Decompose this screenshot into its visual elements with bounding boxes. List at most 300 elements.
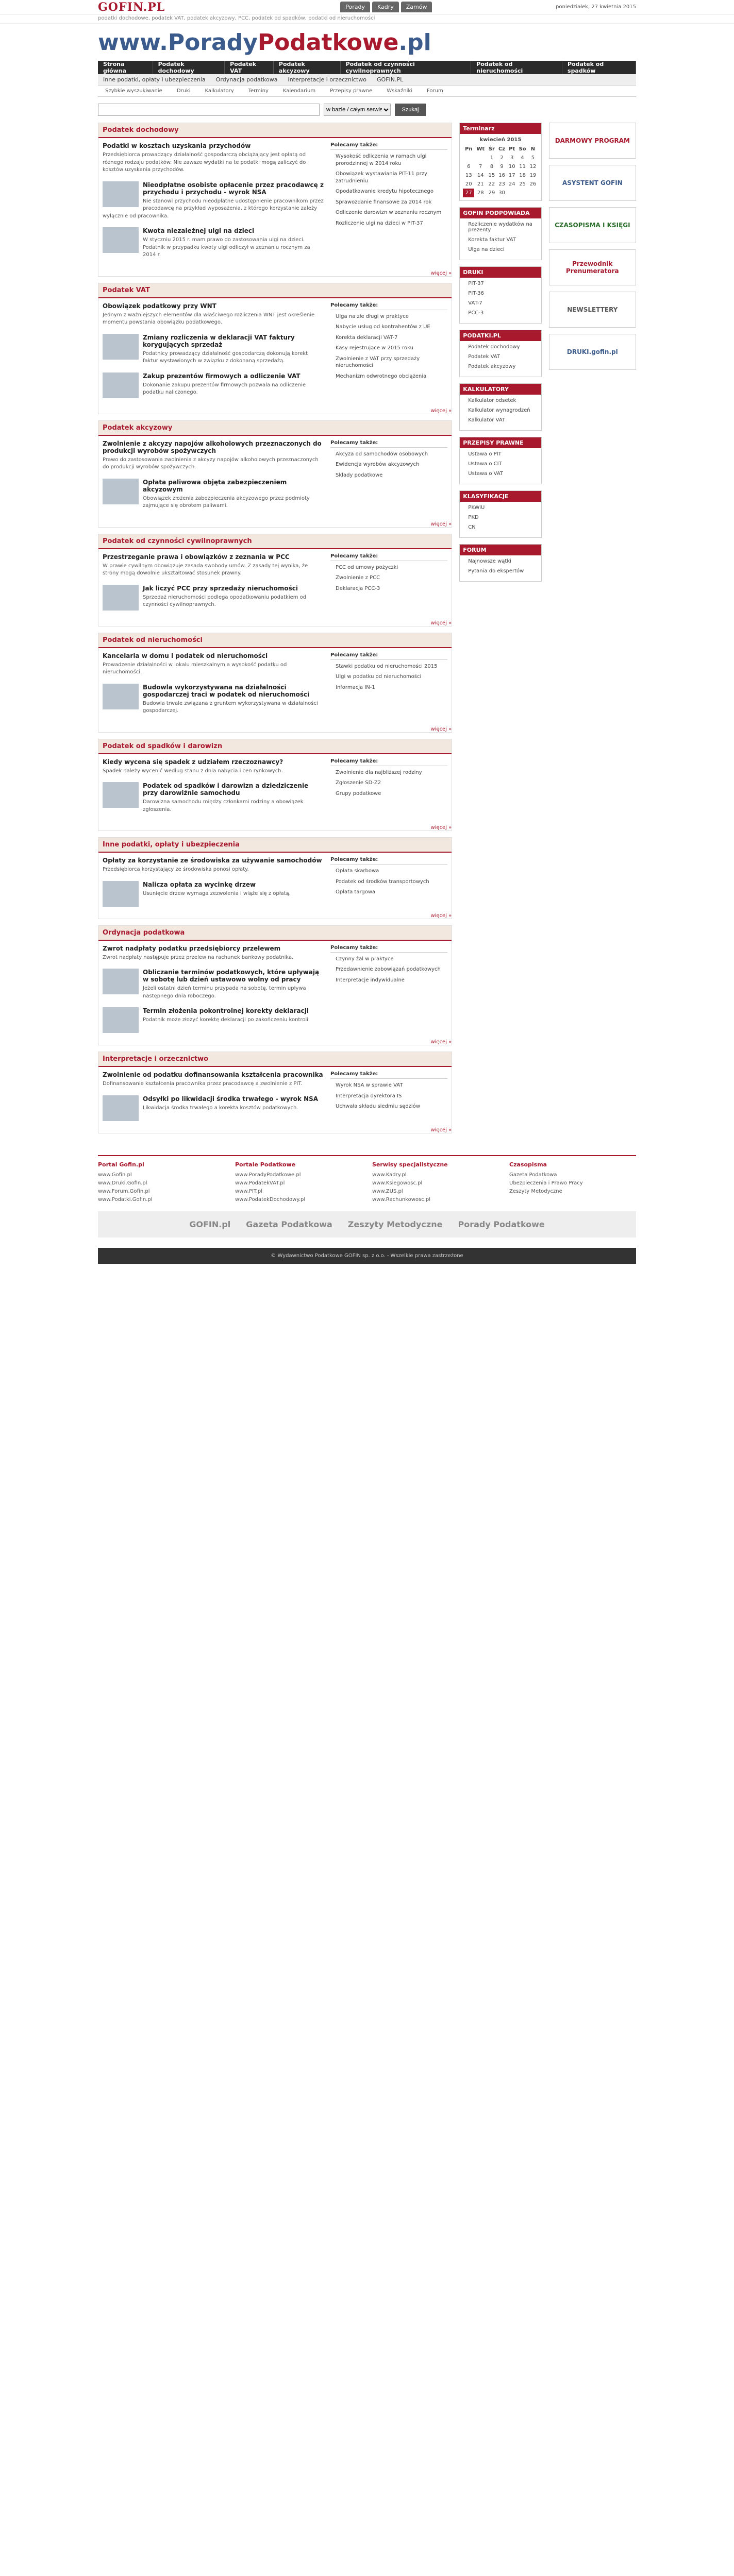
article-title[interactable]: Zwrot nadpłaty podatku przedsiębiorcy przelewem [103, 944, 281, 952]
side-box-link[interactable]: PCC-3 [468, 310, 484, 316]
side-box-list [460, 502, 541, 537]
article-thumbnail[interactable] [103, 334, 139, 360]
calendar-day[interactable]: 11 [519, 164, 526, 170]
article-thumbnail[interactable] [103, 372, 139, 398]
nav2-item[interactable]: Inne podatki, opłaty i ubezpieczenia [103, 76, 206, 83]
calendar-day[interactable]: 20 [465, 181, 472, 187]
calendar-day[interactable]: 28 [477, 190, 484, 196]
related-link[interactable]: Informacja IN-1 [336, 684, 375, 690]
article-thumbnail[interactable] [103, 782, 139, 808]
side-box-link[interactable]: Pytania do ekspertów [468, 568, 524, 574]
nav-item[interactable]: Podatek od nieruchomości [471, 61, 562, 74]
calendar-day[interactable]: 8 [490, 164, 494, 170]
article-lead: Spadek należy wycenić według stanu z dnia nabycia i cen rynkowych. [103, 768, 283, 774]
tools-item[interactable]: Forum [426, 88, 443, 94]
side-box-title: GOFIN PODPOWIADA [460, 208, 541, 218]
calendar-day[interactable]: 27 [463, 189, 474, 197]
section-title-text[interactable]: Podatek VAT [103, 286, 150, 294]
article-lead: Obowiązek złożenia zabezpieczenia akcyzowego przez podmioty zajmujące się obrotem paliwami. [143, 495, 310, 509]
calendar-day[interactable]: 4 [521, 155, 524, 161]
footer-link[interactable]: www.PodatekDochodowy.pl [235, 1196, 306, 1202]
article-title[interactable]: Zwolnienie z akcyzy napojów alkoholowych przeznaczonych do produkcji wyrobów spożywczych [103, 439, 322, 454]
article-lead: Dofinansowanie kształcenia pracownika przez pracodawcę a zwolnienie z PIT. [103, 1081, 303, 1087]
footer-link[interactable]: www.Gofin.pl [98, 1172, 132, 1178]
related-link[interactable]: Przedawnienie zobowiązań podatkowych [336, 967, 441, 972]
tools-nav [98, 86, 636, 97]
side-box-link[interactable]: Podatek VAT [468, 354, 500, 360]
footer-link[interactable]: www.Ksiegowosc.pl [372, 1180, 423, 1186]
calendar-day[interactable]: 13 [465, 173, 472, 178]
footer-link[interactable]: Ubezpieczenia i Prawo Pracy [509, 1180, 583, 1186]
search-bar [98, 102, 636, 117]
calendar-week [463, 171, 538, 180]
related-link[interactable]: Sprawozdanie finansowe za 2014 rok [336, 199, 432, 205]
related-links-list [330, 769, 447, 798]
site-logo[interactable] [98, 29, 431, 56]
nav-item[interactable]: Podatek VAT [225, 61, 274, 74]
search-button[interactable]: Szukaj [395, 104, 426, 116]
article-lead: Podatnicy prowadzący działalność gospodarczą dokonują korekt faktur wystawionych w związku z dokonaną sprzedażą. [143, 350, 308, 364]
section-title [98, 1052, 452, 1067]
ad-banner[interactable]: DRUKI.gofin.pl [549, 334, 636, 370]
calendar-day [474, 154, 487, 162]
calendar-month: kwiecień 2015 [479, 137, 522, 143]
article-lead: Jeżeli ostatni dzień terminu przypada na sobotę, termin upływa następnego dnia roboczego. [143, 986, 306, 999]
tools-item[interactable]: Wskaźniki [387, 88, 412, 94]
article-title[interactable]: Odsyłki po likwidacji środka trwałego - wyrok NSA [143, 1095, 319, 1103]
related-links-list [330, 564, 447, 592]
footer-link[interactable]: www.Podatki.Gofin.pl [98, 1196, 153, 1202]
article-lead: Nie stanowi przychodu nieodpłatne udostępnienie pracownikom przez pracodawcę na przykład wyposażenia, z którego korzystanie zależy wyłącznie od pracownika. [103, 198, 324, 219]
related-link[interactable]: Uchwała składu siedmiu sędziów [336, 1104, 421, 1109]
related-links [330, 142, 447, 266]
section-body [98, 1067, 452, 1127]
section-title-text[interactable]: Ordynacja podatkowa [103, 928, 185, 937]
tools-item[interactable]: Przepisy prawne [330, 88, 373, 94]
ad-banner[interactable]: DARMOWY PROGRAM [549, 123, 636, 159]
calendar-day[interactable]: 26 [529, 181, 537, 187]
tools-item[interactable]: Druki [176, 88, 191, 94]
gofin-logo[interactable]: GOFIN.PL [98, 0, 165, 14]
footer-logos [98, 1211, 636, 1238]
related-link[interactable]: Nabycie usług od kontrahentów z UE [336, 324, 430, 330]
article-title[interactable]: Budowla wykorzystywana na działalności gospodarczej traci w podatek od nieruchomości [143, 683, 310, 698]
side-box-link[interactable]: Kalkulator wynagrodzeń [468, 408, 530, 413]
calendar-day[interactable]: 12 [529, 164, 537, 170]
side-box [459, 383, 541, 431]
nav2-item[interactable]: GOFIN.PL [377, 76, 404, 83]
nav2-item[interactable]: Interpretacje i orzecznictwo [288, 76, 367, 83]
side-box-list [460, 278, 541, 323]
nav-item[interactable]: Podatek akcyzowy [274, 61, 341, 74]
article-thumbnail[interactable] [103, 181, 139, 207]
top-tab[interactable]: Zamów [401, 2, 432, 12]
header [0, 24, 734, 61]
article-thumbnail[interactable] [103, 684, 139, 709]
related-link[interactable]: Wyrok NSA w sprawie VAT [336, 1082, 403, 1088]
article [103, 782, 324, 814]
article-title[interactable]: Jak liczyć PCC przy sprzedaży nieruchomości [143, 584, 298, 592]
article [103, 553, 324, 578]
footer-link[interactable]: Gazeta Podatkowa [509, 1172, 557, 1178]
side-box-link[interactable]: Podatek akcyzowy [468, 364, 516, 369]
calendar-week [463, 154, 538, 162]
article-lead: Jednym z ważniejszych elementów dla właściwego rozliczenia WNT jest określenie momentu powstania obowiązku podatkowego. [103, 312, 315, 325]
brand-part-2: Podatkowe [257, 29, 399, 56]
ad-banner[interactable]: Przewodnik Prenumeratora [549, 249, 636, 285]
side-box-link[interactable]: Korekta faktur VAT [468, 237, 516, 243]
tools-item[interactable]: Szybkie wyszukiwanie [105, 88, 162, 94]
related-links [330, 857, 447, 909]
article-lead: Przedsiębiorca prowadzący działalność gospodarczą obciążający jest opłatą od różnego rodzaju podatków. Nie zawsze wydatki na te podatki mogą zaliczyć do kosztów uzyskania przychodów. [103, 152, 306, 173]
related-links-list [330, 451, 447, 479]
section-title [98, 534, 452, 549]
calendar-day[interactable]: 24 [508, 181, 515, 187]
footer-column [372, 1161, 499, 1205]
side-box-list [460, 341, 541, 377]
more-link[interactable]: więcej » [430, 1039, 452, 1045]
related-link[interactable]: Zwolnienie z PCC [336, 575, 380, 581]
related-link[interactable]: Zwolnienie z VAT przy sprzedaży nieruchomości [336, 355, 420, 368]
article [103, 758, 324, 775]
side-box-link[interactable]: VAT-7 [468, 300, 482, 306]
footer-link[interactable]: www.Kadry.pl [372, 1172, 407, 1178]
tools-item[interactable]: Terminy [248, 88, 269, 94]
more-link[interactable]: więcej » [430, 408, 452, 414]
calendar-day[interactable]: 29 [488, 190, 495, 196]
more-link[interactable]: więcej » [430, 912, 452, 919]
side-box-link[interactable]: Kalkulator odsetek [468, 398, 516, 403]
article-title[interactable]: Zakup prezentów firmowych a odliczenie VAT [143, 372, 301, 380]
side-box-link[interactable]: PIT-37 [468, 281, 484, 286]
related-links [330, 758, 447, 821]
article-title[interactable]: Opłaty za korzystanie ze środowiska za używanie samochodów [103, 857, 322, 864]
article-lead: Prowadzenie działalności w lokalu mieszkalnym a wysokość podatku od nieruchomości. [103, 662, 287, 675]
section-title [98, 633, 452, 648]
article-title[interactable]: Kwota niezależnej ulgi na dzieci [143, 227, 255, 234]
section-body [98, 298, 452, 408]
subtop-keywords: podatki dochodowe, podatek VAT, podatek akcyzowy, PCC, podatek od spadków, podatki od nieruchomości [0, 14, 734, 24]
calendar-day-name: So [519, 146, 526, 152]
calendar-day [463, 154, 474, 162]
brand-tld: .pl [398, 29, 431, 56]
article-lead: W styczniu 2015 r. mam prawo do zastosowania ulgi na dzieci. Podatnik w przypadku kwoty ulgi odliczył w zeznaniu rocznym za 2014 r. [143, 237, 310, 258]
article-lead: Budowla trwale związana z gruntem wykorzystywana w działalności gospodarczej. [143, 700, 318, 714]
article-title[interactable]: Obowiązek podatkowy przy WNT [103, 302, 216, 310]
related-link[interactable]: Kasy rejestrujące w 2015 roku [336, 345, 413, 351]
article-title[interactable]: Podatek od spadków i darowizn a dziedziczenie przy darowiźnie samochodu [143, 782, 309, 796]
side-box-link[interactable]: CN [468, 524, 476, 530]
footer-link[interactable]: www.Rachunkowosc.pl [372, 1196, 431, 1202]
article-title[interactable]: Nalicza opłata za wycinkę drzew [143, 880, 256, 888]
footer-logo[interactable]: Gazeta Podatkowa [246, 1219, 332, 1229]
ad-banner[interactable]: ASYSTENT GOFIN [549, 165, 636, 201]
articles-list [103, 758, 324, 821]
section-title-text[interactable]: Podatek dochodowy [103, 126, 179, 134]
related-link[interactable]: Ewidencja wyrobów akcyzowych [336, 462, 420, 467]
related-links-title: Polecamy także: [330, 652, 447, 660]
article-title[interactable]: Termin złożenia pokontrolnej korekty deklaracji [143, 1007, 309, 1014]
related-link[interactable]: Odliczenie darowizn w zeznaniu rocznym [336, 210, 442, 215]
nav-item[interactable]: Strona główna [98, 61, 153, 74]
related-link[interactable]: Interpretacje indywidualne [336, 977, 405, 983]
side-box-list [460, 555, 541, 581]
more-link[interactable]: więcej » [430, 726, 452, 732]
related-link[interactable]: Rozliczenie ulgi na dzieci w PIT-37 [336, 220, 423, 226]
calendar-day[interactable]: 23 [498, 181, 505, 187]
articles-list [103, 142, 324, 266]
search-scope-select[interactable] [324, 104, 391, 116]
article-title[interactable]: Zmiany rozliczenia w deklaracji VAT faktury korygujących sprzedaż [143, 333, 295, 348]
articles-list [103, 440, 324, 517]
footer [98, 1155, 636, 1264]
section-title-text[interactable]: Podatek akcyzowy [103, 423, 173, 432]
related-link[interactable]: Wysokość odliczenia w ramach ulgi prorodzinnej w 2014 roku [336, 154, 427, 166]
footer-link[interactable]: www.ZUS.pl [372, 1188, 403, 1194]
related-link[interactable]: Czynny żal w praktyce [336, 956, 394, 962]
side-box [459, 437, 541, 484]
footer-link[interactable]: www.PodatekVAT.pl [235, 1180, 285, 1186]
side-box-list [460, 218, 541, 260]
calendar-day[interactable]: 21 [477, 181, 484, 187]
article-title[interactable]: Kancelaria w domu i podatek od nieruchomości [103, 652, 268, 659]
article [103, 585, 324, 609]
side-boxes [459, 207, 541, 582]
related-link[interactable]: Akcyza od samochodów osobowych [336, 451, 428, 457]
related-links [330, 302, 447, 404]
section-title-text[interactable]: Interpretacje i orzecznictwo [103, 1055, 209, 1063]
article-thumbnail[interactable] [103, 585, 139, 611]
top-tab[interactable]: Kadry [372, 2, 399, 12]
related-links [330, 652, 447, 722]
article [103, 302, 324, 327]
calendar-week [463, 162, 538, 171]
article [103, 142, 324, 174]
article-lead: Usunięcie drzew wymaga zezwolenia i wiąże się z opłatą. [143, 890, 291, 896]
news-section [98, 534, 452, 626]
related-link[interactable]: Opłata targowa [336, 889, 376, 895]
section-title-text[interactable]: Inne podatki, opłaty i ubezpieczenia [103, 841, 240, 849]
nav-item[interactable]: Podatek od czynności cywilnoprawnych [341, 61, 472, 74]
article-thumbnail[interactable] [103, 479, 139, 504]
related-link[interactable]: Opodatkowanie kredytu hipotecznego [336, 189, 433, 194]
related-links-list [330, 956, 447, 984]
nav-item[interactable]: Podatek dochodowy [153, 61, 225, 74]
related-link[interactable]: Grupy podatkowe [336, 790, 381, 796]
article-lead: W prawie cywilnym obowiązuje zasada swobody umów. Z zasady tej wynika, że strony mogą dowolnie ukształtować stosunek prawny. [103, 563, 308, 576]
side-box-list [460, 395, 541, 430]
article-title[interactable]: Nieodpłatne osobiste opłacenie przez pracodawcę z przychodu i przychodu - wyrok NSA [143, 181, 324, 196]
content-layout [98, 123, 636, 1140]
related-link[interactable]: Opłata skarbowa [336, 868, 379, 874]
more-link[interactable]: więcej » [430, 521, 452, 527]
related-link[interactable]: Ulga na złe długi w praktyce [336, 313, 409, 319]
related-link[interactable]: Obowiązek wystawiania PIT-11 przy zatrudnieniu [336, 171, 427, 184]
ad-banner[interactable]: NEWSLETTERY [549, 292, 636, 328]
article-lead: Zwrot nadpłaty następuje przez przelew na rachunek bankowy podatnika. [103, 954, 294, 960]
related-links-title: Polecamy także: [330, 1071, 447, 1079]
calendar-header-row [463, 145, 538, 154]
calendar-day[interactable]: 14 [477, 173, 484, 178]
article-thumbnail[interactable] [103, 227, 139, 253]
footer-logo[interactable]: Zeszyty Metodyczne [347, 1219, 443, 1229]
calendar-day[interactable]: 7 [479, 164, 482, 170]
side-box-link[interactable]: PIT-36 [468, 291, 484, 296]
calendar-day[interactable]: 10 [508, 164, 515, 170]
footer-links [235, 1172, 362, 1202]
section-title [98, 838, 452, 853]
side-box-list [460, 448, 541, 484]
section-title-text[interactable]: Podatek od nieruchomości [103, 636, 203, 644]
more-link[interactable]: więcej » [430, 825, 452, 831]
article [103, 440, 324, 471]
top-tab[interactable]: Porady [340, 2, 370, 12]
calendar-day[interactable]: 16 [498, 173, 505, 178]
side-box [459, 544, 541, 582]
article-thumbnail[interactable] [103, 1007, 139, 1033]
calendar-day[interactable]: 18 [519, 173, 526, 178]
side-box-link[interactable]: Rozliczenie wydatków na prezenty [468, 222, 532, 233]
side-box-link[interactable]: Ustawa o PIT [468, 451, 502, 457]
calendar-day[interactable]: 15 [488, 173, 495, 178]
footer-columns [98, 1161, 636, 1205]
article-title[interactable]: Przestrzeganie prawa i obowiązków z zeznania w PCC [103, 553, 290, 561]
tools-item[interactable]: Kalendarium [282, 88, 316, 94]
article-title[interactable]: Kiedy wycena się spadek z udziałem rzeczoznawcy? [103, 758, 283, 766]
top-tabs [340, 2, 434, 12]
article [103, 945, 324, 962]
footer-column-title: Serwisy specjalistyczne [372, 1161, 448, 1168]
section-title [98, 123, 452, 138]
related-links-title: Polecamy także: [330, 142, 447, 150]
article [103, 334, 324, 365]
article [103, 479, 324, 510]
calendar-day[interactable]: 5 [531, 155, 535, 161]
related-link[interactable]: Ulgi w podatku od nieruchomości [336, 674, 422, 680]
related-links [330, 440, 447, 517]
articles-list [103, 302, 324, 404]
side-box-link[interactable]: Ustawa o CIT [468, 461, 502, 467]
article-title[interactable]: Podatki w kosztach uzyskania przychodów [103, 142, 251, 149]
search-input[interactable] [98, 104, 320, 116]
side-box [459, 266, 541, 324]
related-link[interactable]: Podatek od środków transportowych [336, 878, 429, 885]
article [103, 857, 324, 874]
section-body [98, 754, 452, 825]
footer-link[interactable]: www.Druki.Gofin.pl [98, 1180, 147, 1186]
footer-link[interactable]: Zeszyty Metodyczne [509, 1188, 562, 1194]
article [103, 684, 324, 715]
more-link[interactable]: więcej » [430, 620, 452, 626]
related-link[interactable]: Korekta deklaracji VAT-7 [336, 334, 398, 341]
side-box-link[interactable]: PKD [468, 515, 479, 520]
article-thumbnail[interactable] [103, 881, 139, 907]
related-link[interactable]: PCC od umowy pożyczki [336, 564, 398, 570]
calendar-day[interactable]: 30 [498, 190, 505, 196]
calendar-week [463, 180, 538, 189]
related-links-list [330, 1082, 447, 1110]
side-box-title: PRZEPISY PRAWNE [460, 437, 541, 448]
nav-item[interactable]: Podatek od spadków [562, 61, 636, 74]
related-link[interactable]: Stawki podatku od nieruchomości 2015 [336, 663, 438, 669]
article-thumbnail[interactable] [103, 1095, 139, 1121]
side-box-link[interactable]: Ulga na dzieci [468, 247, 505, 252]
footer-logo[interactable]: GOFIN.pl [189, 1219, 231, 1229]
related-link[interactable]: Zwolnienie dla najbliższej rodziny [336, 769, 422, 775]
footer-links [98, 1172, 225, 1202]
article-title[interactable]: Zwolnienie od podatku dofinansowania kształcenia pracownika [103, 1071, 323, 1078]
side-box-link[interactable]: Podatek dochodowy [468, 344, 520, 350]
calendar-day-name: Cz [498, 146, 506, 152]
footer-links [372, 1172, 499, 1202]
footer-links [509, 1172, 636, 1194]
calendar-day[interactable]: 6 [467, 164, 471, 170]
section-body [98, 138, 452, 270]
section-title-text[interactable]: Podatek od czynności cywilnoprawnych [103, 537, 252, 545]
article-thumbnail[interactable] [103, 969, 139, 994]
ad-banner[interactable]: CZASOPISMA I KSIĘGI [549, 207, 636, 243]
related-link[interactable]: Zgłoszenie SD-Z2 [336, 780, 381, 786]
nav2-item[interactable]: Ordynacja podatkowa [215, 76, 278, 83]
section-body [98, 648, 452, 726]
main-column [98, 123, 452, 1140]
related-links [330, 1071, 447, 1123]
calendar-day[interactable]: 9 [500, 164, 504, 170]
calendar-day[interactable]: 1 [490, 155, 494, 161]
related-link[interactable]: Interpretacja dyrektora IS [336, 1093, 402, 1099]
footer-link[interactable]: www.Forum.Gofin.pl [98, 1188, 150, 1194]
footer-column [509, 1161, 636, 1205]
calendar-day[interactable]: 3 [510, 155, 514, 161]
calendar-day[interactable]: 19 [529, 173, 537, 178]
related-links-list [330, 153, 447, 227]
article-title[interactable]: Opłata paliwowa objęta zabezpieczeniem akcyzowym [143, 478, 287, 493]
article [103, 1095, 324, 1112]
article-title[interactable]: Obliczanie terminów podatkowych, które upływają w sobotę lub dzień ustawowo wolny od pracy [143, 969, 320, 983]
side-box-link[interactable]: PKWiU [468, 505, 485, 511]
more-link[interactable]: więcej » [430, 270, 452, 276]
more-link[interactable]: więcej » [430, 1127, 452, 1133]
footer-logo[interactable]: Porady Podatkowe [458, 1219, 545, 1229]
article-lead: Podatnik może złożyć korektę deklaracji po zakończeniu kontroli. [143, 1017, 310, 1023]
related-link[interactable]: Mechanizm odwrotnego obciążenia [336, 373, 427, 379]
related-link[interactable]: Składy podatkowe [336, 472, 383, 478]
related-links-title: Polecamy także: [330, 758, 447, 766]
section-title-text[interactable]: Podatek od spadków i darowizn [103, 742, 223, 750]
calendar-day[interactable]: 17 [508, 173, 515, 178]
articles-list [103, 857, 324, 909]
side-box [459, 330, 541, 377]
footer-link[interactable]: www.PIT.pl [235, 1188, 263, 1194]
calendar-box [459, 123, 541, 201]
footer-column-title: Czasopisma [509, 1161, 547, 1168]
calendar-day-name: Wt [476, 146, 485, 152]
side-box-link[interactable]: Najnowsze wątki [468, 558, 511, 564]
calendar-day[interactable]: 25 [519, 181, 526, 187]
related-link[interactable]: Deklaracja PCC-3 [336, 585, 380, 591]
article [103, 1007, 324, 1024]
news-section [98, 837, 452, 919]
side-box-link[interactable]: Ustawa o VAT [468, 471, 504, 477]
side-box-link[interactable]: Kalkulator VAT [468, 417, 506, 423]
footer-column [235, 1161, 362, 1205]
side-box [459, 207, 541, 260]
calendar-day[interactable]: 22 [488, 181, 495, 187]
side-box-title: FORUM [460, 545, 541, 555]
tools-item[interactable]: Kalkulatory [205, 88, 234, 94]
footer-link[interactable]: www.PoradyPodatkowe.pl [235, 1172, 301, 1178]
calendar-day[interactable]: 2 [500, 155, 504, 161]
